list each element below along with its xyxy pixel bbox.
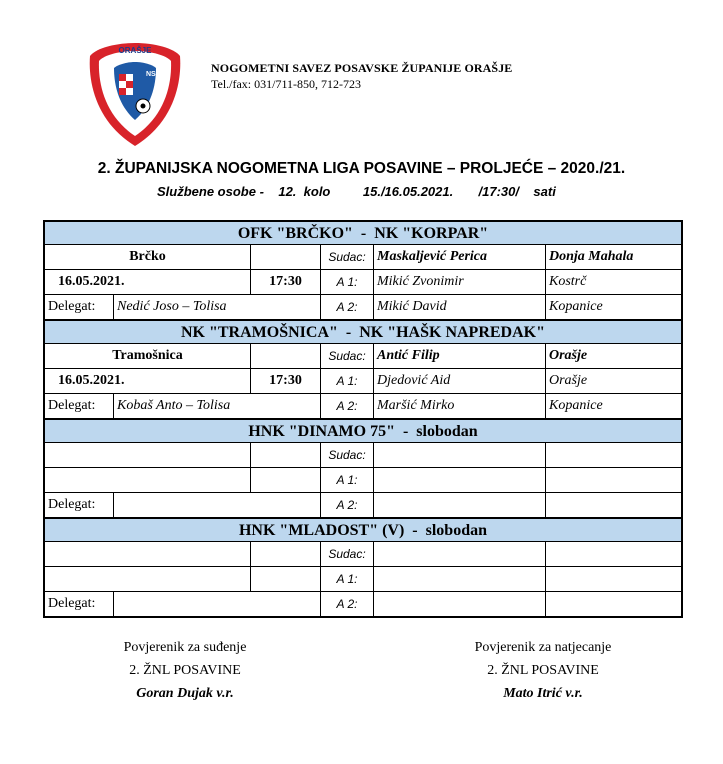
assistant1-label: A 1: <box>321 468 374 492</box>
delegate-label: Delegat: <box>45 493 114 517</box>
signature-league: 2. ŽNL POSAVINE <box>129 663 241 678</box>
match-venue <box>45 443 251 467</box>
table-row <box>45 443 681 468</box>
assistant1-city: Kostrč <box>549 274 587 289</box>
assistant2-name <box>374 493 546 517</box>
assistant1-name: Djedović Aid <box>374 369 546 393</box>
empty-cell <box>251 542 321 566</box>
match-venue <box>45 542 251 566</box>
match-title: NK "TRAMOŠNICA" - NK "HAŠK NAPREDAK" <box>45 321 681 344</box>
assistant2-name: Mikić David <box>374 295 546 319</box>
referee-name: Maskaljević Perica <box>374 245 546 269</box>
signature-name: Goran Dujak v.r. <box>136 686 234 701</box>
match-block <box>45 420 681 519</box>
match-time: 17:30 <box>251 369 321 393</box>
referee-name <box>374 443 546 467</box>
table-row <box>45 295 681 319</box>
logo-letters: NSP-Ž <box>146 71 167 78</box>
referee-city: Orašje <box>549 348 588 363</box>
delegate-name: Nedić Joso – Tolisa <box>114 295 321 319</box>
match-date <box>45 567 251 591</box>
assistant1-city <box>546 567 681 591</box>
delegate-name <box>114 493 321 517</box>
assistant2-city: Kopanice <box>549 299 603 314</box>
match-block <box>45 519 681 616</box>
match-block <box>45 321 681 420</box>
table-row <box>45 567 681 592</box>
assistant1-name: Mikić Zvonimir <box>374 270 546 294</box>
signature-role: Povjerenik za suđenje <box>123 640 247 655</box>
signature-league: 2. ŽNL POSAVINE <box>487 663 599 678</box>
table-row <box>45 344 681 369</box>
organization-header <box>211 61 512 92</box>
referee-city: Donja Mahala <box>549 249 634 264</box>
match-title: OFK "BRČKO" - NK "KORPAR" <box>45 222 681 245</box>
referee-label: Sudac: <box>321 245 374 269</box>
organization-name: NOGOMETNI SAVEZ POSAVSKE ŽUPANIJE ORAŠJE <box>211 61 513 75</box>
referee-name: Antić Filip <box>374 344 546 368</box>
assistant1-label: A 1: <box>321 567 374 591</box>
assistant1-name <box>374 567 546 591</box>
table-row <box>45 592 681 616</box>
signature-block-referees <box>95 636 275 705</box>
match-date: 16.05.2021. <box>45 270 251 294</box>
table-row <box>45 542 681 567</box>
delegate-label: Delegat: <box>45 592 114 616</box>
match-block <box>45 222 681 321</box>
referee-name <box>374 542 546 566</box>
signature-name: Mato Itrić v.r. <box>503 686 583 701</box>
assistant1-city <box>546 468 681 492</box>
empty-cell <box>251 344 321 368</box>
assistant2-label: A 2: <box>321 493 374 517</box>
referee-label: Sudac: <box>321 344 374 368</box>
assistant1-city: Orašje <box>549 373 588 388</box>
assistant2-city: Kopanice <box>549 398 603 413</box>
logo-top-text: ORAŠJE <box>118 46 152 55</box>
delegate-name: Kobaš Anto – Tolisa <box>114 394 321 418</box>
document-subtitle: Službene osobe - 12. kolo 15./16.05.2021. /17:30/ sati <box>157 184 556 199</box>
officials-schedule-table <box>43 220 683 618</box>
table-row <box>45 270 681 295</box>
assistant1-label: A 1: <box>321 369 374 393</box>
table-row <box>45 394 681 418</box>
table-row <box>45 245 681 270</box>
assistant2-name <box>374 592 546 616</box>
match-date: 16.05.2021. <box>45 369 251 393</box>
assistant2-name: Maršić Mirko <box>374 394 546 418</box>
organization-contact: Tel./fax: 031/711-850, 712-723 <box>211 77 362 91</box>
signature-role: Povjerenik za natjecanje <box>474 640 612 655</box>
assistant1-label: A 1: <box>321 270 374 294</box>
table-row <box>45 369 681 394</box>
federation-logo <box>86 40 184 150</box>
match-time <box>251 567 321 591</box>
referee-city <box>546 542 681 566</box>
assistant1-name <box>374 468 546 492</box>
table-row <box>45 493 681 517</box>
delegate-name <box>114 592 321 616</box>
match-venue: Tramošnica <box>45 344 251 368</box>
delegate-label: Delegat: <box>45 394 114 418</box>
referee-label: Sudac: <box>321 542 374 566</box>
match-title: HNK "MLADOST" (V) - slobodan <box>45 519 681 542</box>
referee-city <box>546 443 681 467</box>
delegate-label: Delegat: <box>45 295 114 319</box>
match-time <box>251 468 321 492</box>
match-date <box>45 468 251 492</box>
match-time: 17:30 <box>251 270 321 294</box>
assistant2-label: A 2: <box>321 295 374 319</box>
match-title: HNK "DINAMO 75" - slobodan <box>45 420 681 443</box>
empty-cell <box>251 245 321 269</box>
assistant2-city <box>546 493 681 517</box>
assistant2-label: A 2: <box>321 394 374 418</box>
match-venue: Brčko <box>45 245 251 269</box>
assistant2-label: A 2: <box>321 592 374 616</box>
table-row <box>45 468 681 493</box>
signature-block-competition <box>453 636 633 705</box>
empty-cell <box>251 443 321 467</box>
assistant2-city <box>546 592 681 616</box>
referee-label: Sudac: <box>321 443 374 467</box>
document-title: 2. ŽUPANIJSKA NOGOMETNA LIGA POSAVINE – PROLJEĆE – 2020./21. <box>97 160 626 177</box>
